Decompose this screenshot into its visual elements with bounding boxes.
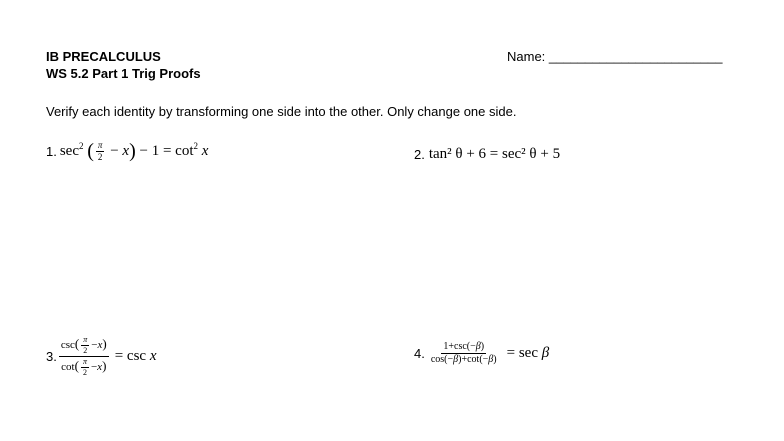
instructions: Verify each identity by transforming one side into the other. Only change one side. — [46, 104, 517, 119]
problem-1 — [46, 140, 208, 163]
problem-3-number: 3. — [46, 349, 57, 364]
problem-4 — [414, 342, 549, 365]
course-title: IB PRECALCULUS — [46, 49, 161, 64]
problem-1-number: 1. — [46, 144, 57, 159]
name-field: Name: ________________________ — [507, 49, 723, 64]
problem-4-number: 4. — [414, 346, 425, 361]
problem-2-number: 2. — [414, 147, 425, 162]
problem-2-equation: tan² θ + 6 = sec² θ + 5 — [428, 146, 561, 162]
problem-2 — [414, 146, 560, 163]
problem-3 — [46, 336, 157, 377]
problem-1-equation: $\sec^2$ ( $\frac{\pi}{2}$ − $x) - 1 = \cot^2 x$ — [59, 140, 209, 163]
problem-4-equation: $\frac{1+\csc(-\beta)}{\cos(-\beta)+\cot(-\beta)}$ = sec β — [430, 341, 550, 365]
problem-3-equation: csc( $\frac{\pi}{2}$ −x) cot( $\frac{\pi}{2}$ −x) = csc x — [60, 335, 157, 377]
worksheet-title: WS 5.2 Part 1 Trig Proofs — [46, 66, 201, 81]
